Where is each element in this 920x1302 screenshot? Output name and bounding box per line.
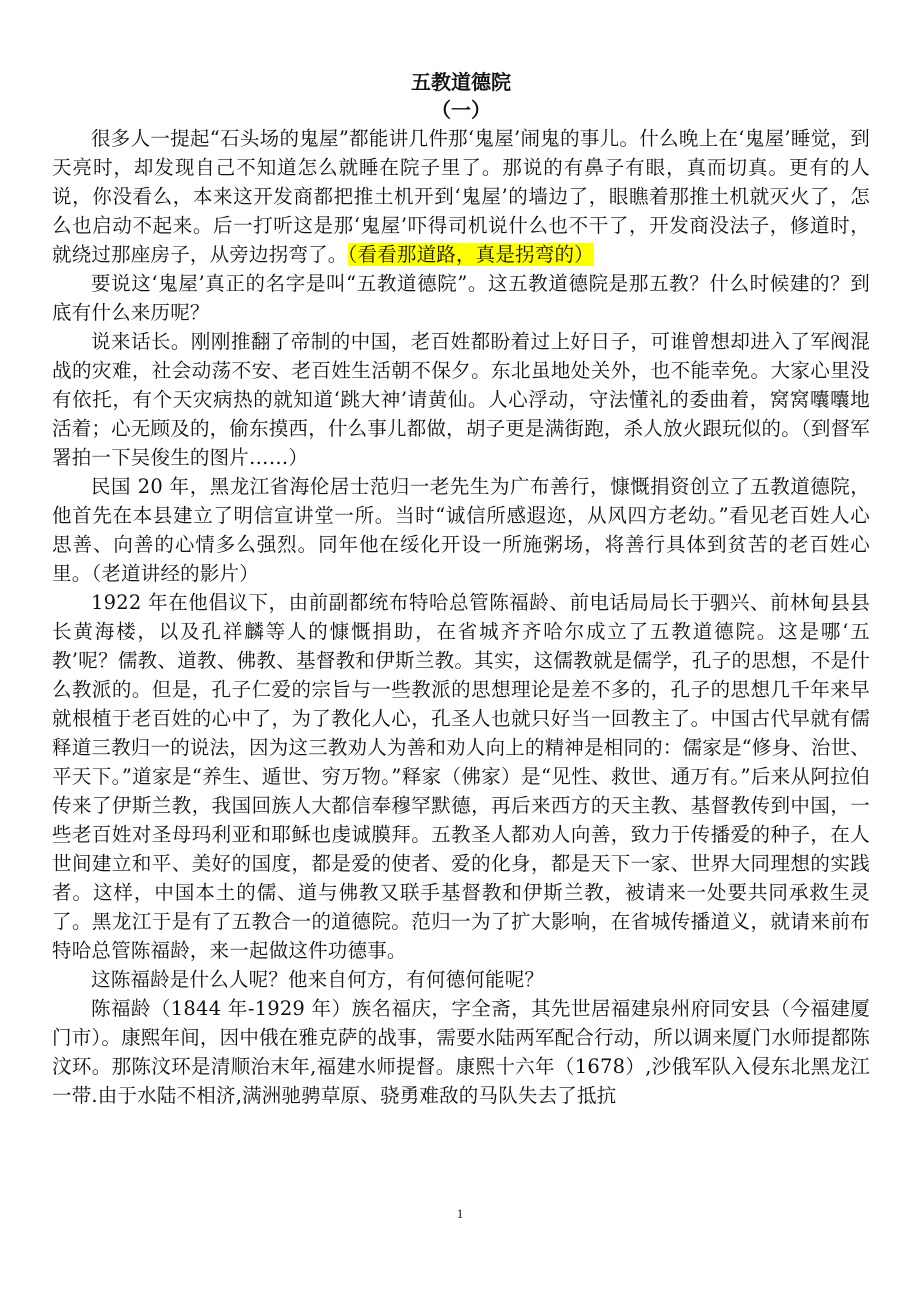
paragraph-text: 很多人一提起“石头场的鬼屋”都能讲几件那‘鬼屋’闹鬼的事儿。什么晚上在‘鬼屋’睡觉，到天亮时，却发现自己不知道怎么就睡在院子里了。那说的有鼻子有眼，真而切真。更有的人说，你没看么，本来这开发商都把推土机开到‘鬼屋’的墙边了，眼瞧着那推土机就灭火了，怎么也启动不起来。后一打听这是那‘鬼屋’吓得司机说什么也不干了，开发商没法子，修道时，就绕过那座房子，从旁边拐弯了。: [52, 127, 870, 266]
paragraph-7: 陈福龄（1844 年-1929 年）族名福庆，字全斋，其先世居福建泉州府同安县（今福建厦门市）。康熙年间，因中俄在雅克萨的战事，需要水陆两军配合行动，所以调来厦门水师提都陈汶环。那陈汶环是清顺治末年,福建水师提督。康熙十六年（1678）,沙俄军队入侵东北黑龙江一带.由于水陆不相济,满洲驰骋草原、骁勇难敌的马队失去了抵抗: [52, 997, 870, 1107]
paragraph-3: 说来话长。刚刚推翻了帝制的中国，老百姓都盼着过上好日子，可谁曾想却进入了军阀混战的灾难，社会动荡不安、老百姓生活朝不保夕。东北虽地处关外，也不能幸免。大家心里没有依托，有个天灾病热的就知道‘跳大神’请黄仙。人心浮动，守法懂礼的委曲着，窝窝囔囔地活着；心无顾及的，偷东摸西，什么事儿都做，胡子更是满街跑，杀人放火跟玩似的。（到督军署拍一下吴俊生的图片……）: [52, 330, 870, 469]
paragraph-5: 1922 年在他倡议下，由前副都统布特哈总管陈福龄、前电话局局长于驷兴、前林甸县县长黄海楼，以及孔祥麟等人的慷慨捐助，在省城齐齐哈尔成立了五教道德院。这是哪‘五教’呢？儒教、道教、佛教、基督教和伊斯兰教。其实，这儒教就是儒学，孔子的思想，不是什么教派的。但是，孔子仁爱的宗旨与一些教派的思想理论是差不多的，孔子的思想几千年来早就根植于老百姓的心中了，为了教化人心，孔圣人也就只好当一回教主了。中国古代早就有儒释道三教归一的说法，因为这三教劝人为善和劝人向上的精神是相同的：儒家是“修身、治世、平天下。”道家是“养生、遁世、穷万物。”释家（佛家）是“见性、救世、通万有。”后来从阿拉伯传来了伊斯兰教，我国回族人大都信奉穆罕默德，再后来西方的天主教、基督教传到中国，一些老百姓对圣母玛利亚和耶稣也虔诚膜拜。五教圣人都劝人向善，致力于传播爱的种子，在人世间建立和平、美好的国度，都是爱的使者、爱的化身，都是天下一家、世界大同理想的实践者。这样，中国本土的儒、道与佛教又联手基督教和伊斯兰教，被请来一处要共同承救生灵了。黑龙江于是有了五教合一的道德院。范归一为了扩大影响，在省城传播道义，就请来前布特哈总管陈福龄，来一起做这件功德事。: [52, 591, 870, 962]
document-page: [52, 68, 870, 1110]
section-heading: （一）: [431, 98, 491, 122]
page-number: 1: [456, 1206, 464, 1221]
paragraph-4: 民国 20 年，黑龙江省海伦居士范归一老先生为广布善行，慷慨捐资创立了五教道德院，他首先在本县建立了明信宣讲堂一所。当时“诚信所感遐迩，从风四方老幼。”看见老百姓人心思善、向善的心情多么强烈。同年他在绥化开设一所施粥场，将善行具体到贫苦的老百姓心里。（老道讲经的影片）: [52, 475, 870, 585]
paragraph-2: 要说这‘鬼屋’真正的名字是叫“五教道德院”。这五教道德院是那五教？什么时候建的？到底有什么来历呢？: [52, 272, 870, 324]
paragraph-6: 这陈福龄是什么人呢？他来自何方，有何德何能呢？: [91, 968, 545, 991]
document-title: 五教道德院: [411, 70, 511, 94]
paragraph-1: [52, 124, 870, 269]
highlighted-note: （看看那道路，真是拐弯的）: [347, 243, 594, 266]
